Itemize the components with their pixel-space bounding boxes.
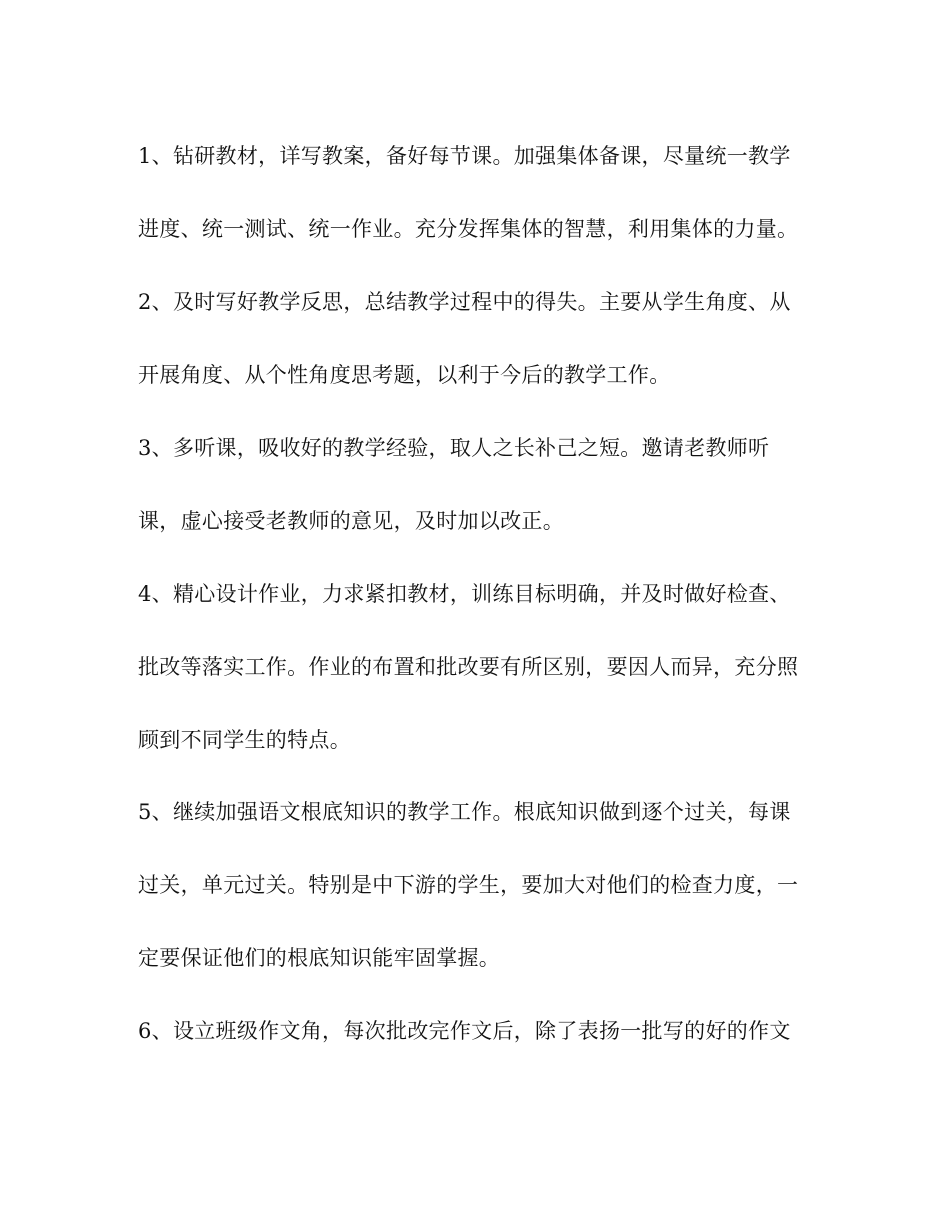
text-line: 进度、统一测试、统一作业。充分发挥集体的智慧，利用集体的力量。 — [138, 217, 799, 241]
text-line: 1、钻研教材，详写教案，备好每节课。加强集体备课，尽量统一教学 — [138, 144, 791, 168]
text-line: 过关，单元过关。特别是中下游的学生，要加大对他们的检查力度，一 — [138, 873, 799, 897]
text-line: 5、继续加强语文根底知识的教学工作。根底知识做到逐个过关，每课 — [138, 800, 791, 824]
text-line: 4、精心设计作业，力求紧扣教材，训练目标明确，并及时做好检查、 — [138, 582, 791, 606]
text-line: 2、及时写好教学反思，总结教学过程中的得失。主要从学生角度、从 — [138, 290, 791, 314]
text-line: 课，虚心接受老教师的意见，及时加以改正。 — [138, 509, 564, 533]
text-line: 定要保证他们的根底知识能牢固掌握。 — [138, 946, 501, 970]
text-line: 3、多听课，吸收好的教学经验，取人之长补己之短。邀请老教师听 — [138, 436, 770, 460]
text-line: 顾到不同学生的特点。 — [138, 728, 351, 752]
text-line: 批改等落实工作。作业的布置和批改要有所区别，要因人而异，充分照 — [138, 655, 799, 679]
text-line: 开展角度、从个性角度思考题，以利于今后的教学工作。 — [138, 363, 671, 387]
text-line: 6、设立班级作文角，每次批改完作文后，除了表扬一批写的好的作文 — [138, 1019, 791, 1043]
